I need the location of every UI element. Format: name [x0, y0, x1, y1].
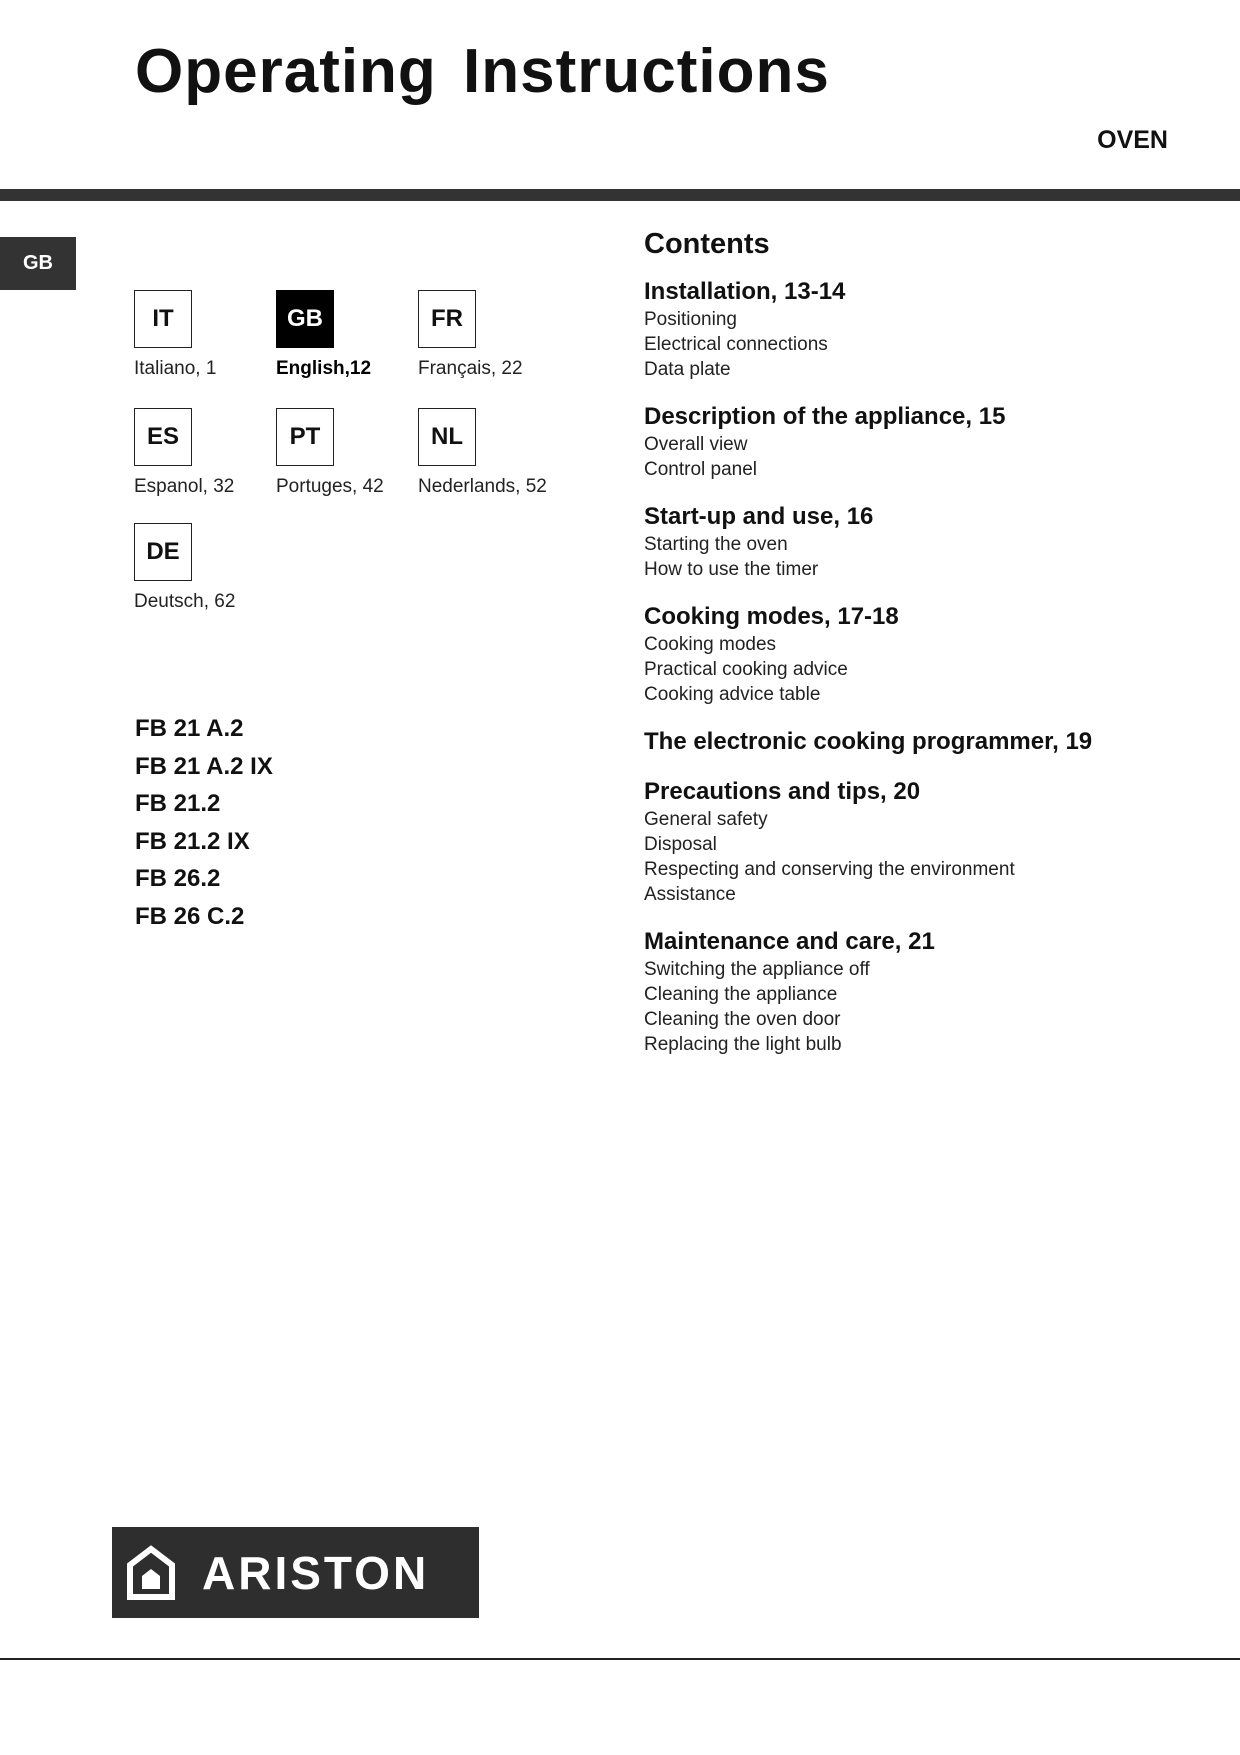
toc-section-title[interactable]: The electronic cooking programmer, 19	[644, 728, 1093, 755]
toc-item[interactable]: Positioning	[644, 309, 737, 330]
header-divider	[0, 189, 1240, 201]
footer-divider	[0, 1658, 1240, 1660]
toc-item[interactable]: Assistance	[644, 884, 736, 905]
language-label: Français, 22	[418, 358, 523, 379]
toc-section-title[interactable]: Installation, 13-14	[644, 278, 846, 305]
toc-item[interactable]: Cleaning the appliance	[644, 984, 838, 1005]
toc-item[interactable]: Data plate	[644, 359, 731, 380]
toc-section-installation	[644, 277, 1204, 382]
toc-section-title[interactable]: Description of the appliance, 15	[644, 403, 1006, 430]
toc-item[interactable]: General safety	[644, 809, 768, 830]
toc-item[interactable]: Disposal	[644, 834, 717, 855]
language-label: Italiano, 1	[134, 358, 217, 379]
model-number: FB 26 C.2	[135, 902, 245, 930]
toc-item[interactable]: Electrical connections	[644, 334, 828, 355]
toc-section-description	[644, 402, 1204, 482]
language-code-box[interactable]: DE	[134, 523, 192, 581]
toc-item[interactable]: Practical cooking advice	[644, 659, 848, 680]
language-option-gb[interactable]	[276, 290, 416, 380]
toc-item[interactable]: Cooking modes	[644, 634, 777, 655]
toc-item[interactable]: Replacing the light bulb	[644, 1034, 842, 1055]
model-number: FB 21.2	[135, 790, 221, 818]
language-code-box[interactable]: PT	[276, 408, 334, 466]
toc-item[interactable]: Cooking advice table	[644, 684, 821, 705]
language-label: Nederlands, 52	[418, 476, 547, 497]
toc-item[interactable]: Cleaning the oven door	[644, 1009, 841, 1030]
toc-section-title[interactable]: Start-up and use, 16	[644, 503, 874, 530]
model-number: FB 21.2 IX	[135, 827, 250, 855]
ariston-logo	[112, 1527, 479, 1618]
language-option-fr[interactable]	[418, 290, 558, 380]
toc-item[interactable]: Switching the appliance off	[644, 959, 870, 980]
language-label: English,12	[276, 358, 372, 379]
model-number: FB 21 A.2	[135, 715, 244, 742]
model-number: FB 21 A.2 IX	[135, 752, 273, 780]
toc-section-programmer	[644, 727, 1204, 757]
toc-item[interactable]: Control panel	[644, 459, 758, 480]
language-code-box[interactable]: FR	[418, 290, 476, 348]
language-option-es[interactable]	[134, 408, 274, 498]
toc-section-title[interactable]: Maintenance and care, 21	[644, 928, 935, 955]
house-logo-icon	[126, 1545, 176, 1601]
language-label: Deutsch, 62	[134, 591, 236, 612]
language-option-pt[interactable]	[276, 408, 416, 498]
language-label: Portuges, 42	[276, 476, 384, 497]
language-side-tab: GB	[0, 237, 76, 290]
toc-item[interactable]: Overall view	[644, 434, 748, 455]
page-title: Operating Instructions	[135, 37, 830, 106]
toc-section-cooking-modes	[644, 602, 1204, 707]
toc-section-precautions	[644, 777, 1204, 907]
contents-heading: Contents	[644, 228, 770, 260]
model-list	[135, 710, 273, 936]
language-code-box[interactable]: NL	[418, 408, 476, 466]
toc-item[interactable]: How to use the timer	[644, 559, 819, 580]
table-of-contents	[644, 228, 1204, 1077]
toc-item[interactable]: Respecting and conserving the environment	[644, 859, 1015, 880]
language-code-box[interactable]: GB	[276, 290, 334, 348]
toc-section-title[interactable]: Cooking modes, 17-18	[644, 603, 899, 630]
product-type: OVEN	[1097, 126, 1168, 154]
language-option-de[interactable]	[134, 523, 274, 613]
brand-name: ARISTON	[202, 1546, 430, 1599]
language-option-nl[interactable]	[418, 408, 558, 498]
language-label: Espanol, 32	[134, 476, 235, 497]
language-option-it[interactable]	[134, 290, 274, 380]
language-code-box[interactable]: ES	[134, 408, 192, 466]
toc-section-title[interactable]: Precautions and tips, 20	[644, 778, 921, 805]
toc-section-startup	[644, 502, 1204, 582]
model-number: FB 26.2	[135, 865, 221, 893]
toc-section-maintenance	[644, 927, 1204, 1057]
toc-item[interactable]: Starting the oven	[644, 534, 788, 555]
language-code-box[interactable]: IT	[134, 290, 192, 348]
